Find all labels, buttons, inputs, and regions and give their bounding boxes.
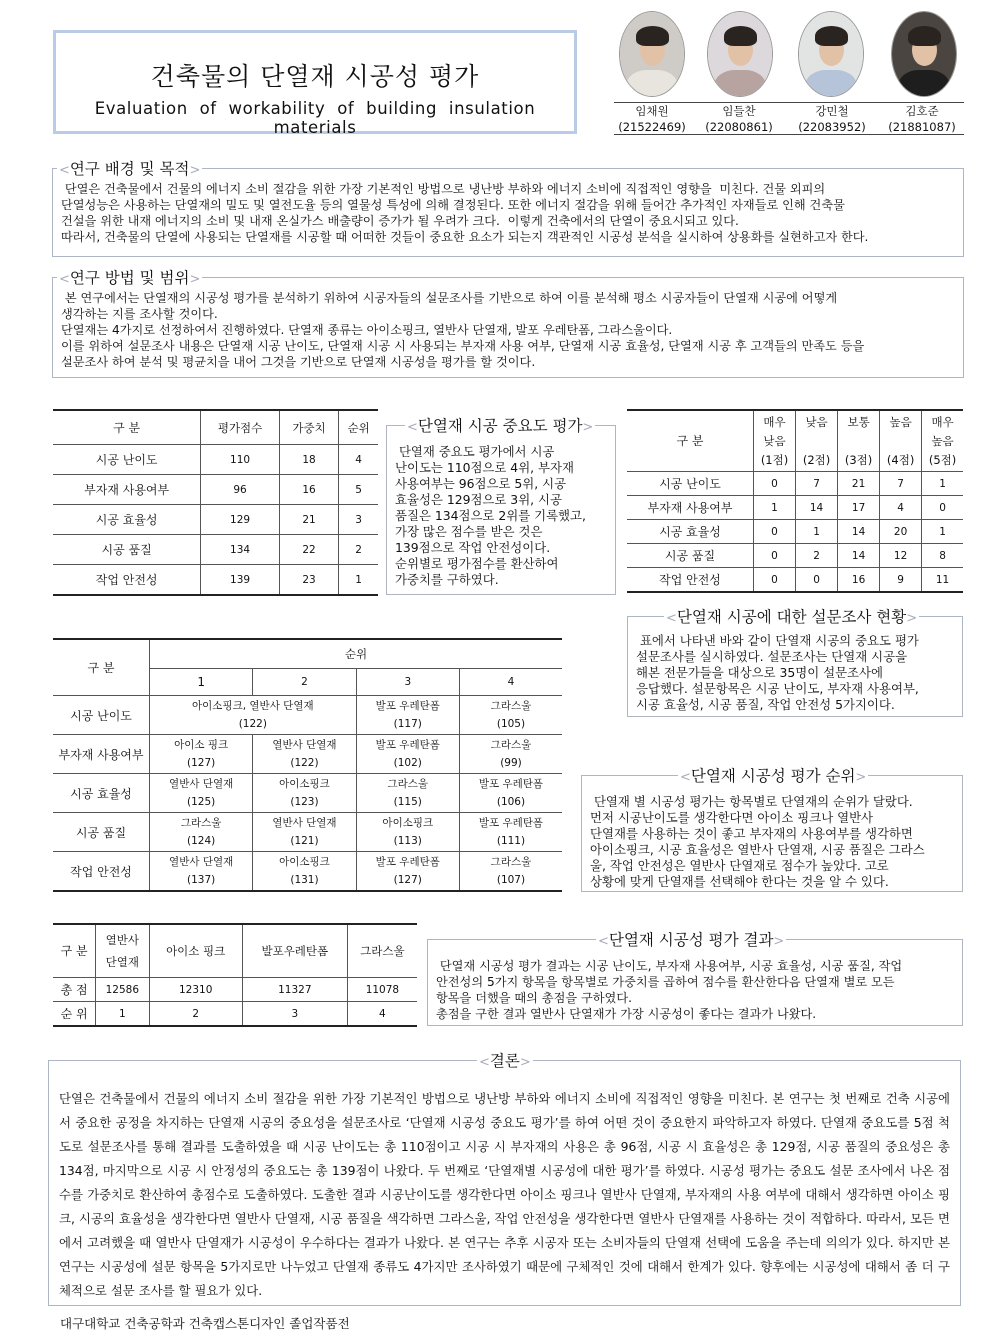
rank-cell	[253, 735, 356, 774]
value-cell: 17	[838, 496, 880, 520]
header-cell: 가중치	[279, 410, 338, 445]
value-cell: 96	[201, 475, 280, 505]
table-row	[53, 410, 378, 445]
material-name: 그라스울	[180, 817, 222, 829]
member-info	[882, 103, 962, 135]
table-row	[53, 852, 562, 892]
value-cell: 21	[838, 472, 880, 496]
value-cell: 20	[880, 520, 922, 544]
table-row	[627, 568, 963, 593]
table-row	[627, 520, 963, 544]
rank-cell	[150, 735, 253, 774]
value-cell: 3	[339, 505, 378, 535]
section-text: 본 연구에서는 단열재의 시공성 평가를 분석하기 위하여 시공자들의 설문조사를 기반으로 하여 이를 분석해 평소 시공자들이 단열재 시공에 어떻게 생각하는 지를 조사할 것이다. 단열재는 4가지로 선정하여서 진행하였다. 단열재 종류는 아이소핑크, 열반사 단열재, 발포 우레탄폼, 그라스울이다. 이를 위하여 설문조사 내용은 단열재 시공 난이도, 단열재 시공 시 사용되는 부자재 사용 여부, 단열재 시공 효율성, 단열재 시공 후 고객들의 만족도 등을 설문조사 하여 분석 및 평균치을 내어 그것을 기반으로 단열재 시공성을 평가를 할 것이다.	[61, 291, 865, 369]
member-info	[699, 103, 779, 135]
material-name: 발포 우레탄폼	[478, 817, 544, 829]
material-score: (99)	[500, 757, 522, 769]
value-cell: 12586	[96, 978, 149, 1002]
row-label: 시공 효율성	[627, 520, 754, 544]
ranking-section	[581, 767, 963, 892]
row-label: 시공 난이도	[53, 445, 201, 475]
row-label: 시공 난이도	[627, 472, 754, 496]
rank-cell	[150, 696, 357, 735]
section-title: <결론>	[477, 1049, 533, 1071]
survey-section	[627, 608, 963, 717]
material-score: (117)	[393, 718, 422, 730]
material-name: 아이소핑크, 열반사 단열재	[192, 700, 314, 712]
section-title: <연구 방법 및 범위>	[57, 266, 202, 288]
material-name: 그라스울	[490, 700, 532, 712]
table-row	[53, 475, 378, 505]
rank-cell	[356, 813, 459, 852]
rank-header: 2	[253, 669, 356, 696]
material-score: (131)	[290, 874, 319, 886]
rank-header: 1	[150, 669, 253, 696]
material-name: 아이소핑크	[279, 778, 330, 790]
table-row	[53, 535, 378, 565]
member-name: 임들찬	[722, 104, 756, 118]
header-cell: 순위	[150, 639, 563, 669]
section-title: <단열재 시공에 대한 설문조사 현황>	[664, 605, 919, 627]
rank-cell	[253, 852, 356, 892]
value-cell: 11	[922, 568, 963, 593]
member-photo	[799, 12, 863, 96]
row-label: 작업 안전성	[53, 565, 201, 596]
value-cell: 1	[922, 520, 963, 544]
value-cell: 1	[796, 520, 838, 544]
header-cell: 열반사 단열재	[96, 924, 149, 978]
header-cell: 아이소 핑크	[149, 924, 242, 978]
header-cell: 낮음 (2점)	[796, 410, 838, 472]
table-row	[53, 924, 417, 978]
header-cell: 높음 (4점)	[880, 410, 922, 472]
table-row	[53, 1002, 417, 1027]
material-score: (121)	[290, 835, 319, 847]
value-cell: 8	[922, 544, 963, 568]
value-cell: 11078	[347, 978, 417, 1002]
material-score: (102)	[393, 757, 422, 769]
value-cell: 110	[201, 445, 280, 475]
importance-table	[53, 409, 378, 596]
member-id: (21522469)	[618, 120, 686, 134]
value-cell: 5	[339, 475, 378, 505]
rank-cell	[356, 774, 459, 813]
section-title: <단열재 시공성 평가 순위>	[678, 764, 868, 786]
value-cell: 14	[838, 520, 880, 544]
section-text: 단열재 중요도 평가에서 시공 난이도는 110점으로 4위, 부자재 사용여부는 96점으로 5위, 시공 효율성은 129점으로 3위, 시공 품질은 134점으로 2위를 기록했고, 가장 많은 점수를 받은 것은 139점으로 작업 안전성이다. 순위별로 평가점수를 환산하여 가중치를 구하였다.	[395, 444, 586, 587]
header-cell: 매우 높음 (5점)	[922, 410, 963, 472]
header-cell: 보통 (3점)	[838, 410, 880, 472]
value-cell: 2	[149, 1002, 242, 1027]
table-row	[627, 496, 963, 520]
header-cell: 발포우레탄폼	[242, 924, 347, 978]
member-info	[792, 103, 872, 135]
rank-cell	[356, 696, 459, 735]
material-score: (122)	[238, 718, 267, 730]
member-photo	[708, 12, 772, 96]
row-label: 부자재 사용여부	[53, 475, 201, 505]
value-cell: 12	[880, 544, 922, 568]
row-label: 시공 난이도	[53, 696, 150, 735]
value-cell: 0	[754, 568, 796, 593]
conclusion-text: 단열은 건축물에서 건물의 에너지 소비 절감을 위한 가장 기본적인 방법으로 냉난방 부하와 에너지 소비에 직접적인 영향을 미친다. 본 연구는 첫 번째로 건축 시공에서 중요한 공정을 차지하는 단열재 시공의 중요성을 설문조사로 ‘단열재 시공성 중요도 평가’를 하여 어떤 것이 중요한지 파악하고자 하였다. 단열재 중요도를 5점 척도로 설문조사를 통해 결과를 도출하였을 때 시공 난이도는 총 110점이고 시공 시 부자재의 사용은 총 96점, 시공 시 효율성은 총 129점, 시공 품질의 중요성은 총 134점, 마지막으로 시공 시 안정성의 중요도는 총 139점이 나왔다. 두 번째로 ‘단열재별 시공성에 대한 평가’를 하였다. 시공성 평가는 중요도 설문 조사에서 나온 점수를 가중치로 환산하여 총점수로 도출하였다. 도출한 결과 시공난이도를 생각한다면 아이소 핑크나 열반사 단열재, 부자재의 사용 여부에 대해서 생각하면 아이소 핑크, 시공의 효율성을 생각한다면 열반사 단열재, 시공 품질을 색각하면 그라스울, 작업 안전성을 생각한다면 열반사 단열재를 사용하는 것이 적합하다. 따라서, 모든 면에서 고려했을 때 열반사 단열재가 시공성이 우수하다는 결과가 나왔다. 본 연구는 추후 시공자 또는 소비자들의 단열재 선택에 도움을 주는데 의의가 있다. 하지만 본 연구는 시공성에 설문 항목을 5가지로만 나누었고 단열재 종류도 4가지만 조사하였기 때문에 구체적인 것에 대해서 한계가 있다. 향후에는 시공성에 대해서 좀 더 구체적으로 설문 조사를 할 필요가 있다.	[59, 1091, 951, 1298]
value-cell: 7	[880, 472, 922, 496]
value-cell: 9	[880, 568, 922, 593]
value-cell: 2	[796, 544, 838, 568]
member-id: (22083952)	[798, 120, 866, 134]
material-score: (115)	[393, 796, 422, 808]
header-cell: 구 분	[53, 410, 201, 445]
material-score: (106)	[496, 796, 526, 808]
table-row	[53, 813, 562, 852]
poster-title: 건축물의 단열재 시공성 평가	[150, 62, 480, 91]
row-label: 시공 효율성	[53, 505, 201, 535]
table-row	[53, 445, 378, 475]
value-cell: 1	[922, 472, 963, 496]
table-row	[53, 639, 562, 669]
header-cell: 순위	[339, 410, 378, 445]
title-box	[53, 30, 577, 137]
value-cell: 4	[339, 445, 378, 475]
value-cell: 1	[96, 1002, 149, 1027]
value-cell: 4	[880, 496, 922, 520]
member-id: (22080861)	[705, 120, 773, 134]
material-name: 아이소 핑크	[174, 739, 229, 751]
background-section	[52, 160, 964, 257]
material-name: 그라스울	[490, 856, 532, 868]
value-cell: 14	[838, 544, 880, 568]
row-label: 작업 안전성	[627, 568, 754, 593]
header-cell: 평가점수	[201, 410, 280, 445]
table-row	[53, 505, 378, 535]
material-score: (127)	[393, 874, 422, 886]
rank-cell	[459, 735, 562, 774]
rank-header: 4	[459, 669, 562, 696]
row-label: 부자재 사용여부	[627, 496, 754, 520]
member-name: 김호준	[905, 104, 939, 118]
rank-cell	[356, 852, 459, 892]
table-row	[627, 410, 963, 472]
row-label: 순 위	[53, 1002, 96, 1027]
material-score: (124)	[187, 835, 216, 847]
row-label: 총 점	[53, 978, 96, 1002]
member-photo	[620, 12, 684, 96]
header-cell: 구 분	[53, 924, 96, 978]
value-cell: 23	[279, 565, 338, 596]
section-text: 단열재 시공성 평가 결과는 시공 난이도, 부자재 사용여부, 시공 효율성, 시공 품질, 작업 안전성의 5가지 항목을 항목별로 가중치를 곱하여 점수를 환산한다음 단열재 별로 모든 항목을 더했을 때의 총점을 구하였다. 총점을 구한 결과 열반사 단열재가 가장 시공성이 좋다는 결과가 나왔다.	[436, 959, 903, 1021]
table-row	[53, 774, 562, 813]
material-name: 열반사 단열재	[272, 817, 337, 829]
section-title: <단열재 시공 중요도 평가>	[405, 414, 595, 436]
rank-cell	[253, 774, 356, 813]
value-cell: 0	[796, 568, 838, 593]
rank-cell	[459, 813, 562, 852]
material-score: (113)	[393, 835, 422, 847]
value-cell: 2	[339, 535, 378, 565]
row-label: 시공 품질	[53, 535, 201, 565]
rank-cell	[459, 696, 562, 735]
rank-cell	[253, 813, 356, 852]
table-row	[627, 544, 963, 568]
member-name: 강민철	[815, 104, 849, 118]
material-score: (122)	[290, 757, 319, 769]
value-cell: 0	[922, 496, 963, 520]
material-score: (123)	[290, 796, 319, 808]
header-cell: 그라스울	[347, 924, 417, 978]
table-row	[627, 472, 963, 496]
header-cell: 구 분	[627, 410, 754, 472]
material-score: (105)	[496, 718, 526, 730]
material-name: 발포 우레탄폼	[375, 700, 440, 712]
value-cell: 18	[279, 445, 338, 475]
row-label: 시공 품질	[53, 813, 150, 852]
material-score: (111)	[496, 835, 526, 847]
table-row	[53, 565, 378, 596]
row-label: 시공 효율성	[53, 774, 150, 813]
section-text: 단열은 건축물에서 건물의 에너지 소비 절감을 위한 가장 기본적인 방법으로 냉난방 부하와 에너지 소비에 직접적인 영향을 미친다. 건물 외피의 단열성능은 사용하는 단열재의 밀도 및 열전도율 등의 열물성 특성에 의해 결정된다. 또한 에너지 절감을 위해 들어간 추가적인 자재들로 인해 건축물 건설을 위한 내재 에너지의 소비 및 내재 온실가스 배출량이 증가가 될 우려가 크다. 이렇게 건축에서의 단열이 중요시되고 있다. 따라서, 건축물의 단열에 사용되는 단열재를 시공할 때 어떠한 것들이 중요한 요소가 되는지 객관적인 시공성 분석을 실시하여 상용화를 실현하고자 한다.	[61, 182, 869, 244]
rank-cell	[150, 852, 253, 892]
material-name: 그라스울	[490, 739, 532, 751]
result-section	[427, 931, 963, 1026]
row-label: 시공 품질	[627, 544, 754, 568]
value-cell: 1	[339, 565, 378, 596]
header-cell: 매우 낮음 (1점)	[754, 410, 796, 472]
section-text: 단열재 별 시공성 평가는 항목별로 단열재의 순위가 달랐다. 먼저 시공난이도를 생각한다면 아이소 핑크나 열반사 단열재를 사용하는 것이 좋고 부자재의 사용여부를 생각하면 아이소핑크, 시공 효율성은 열반사 단열재, 시공 품질은 그라스 울, 작업 안전성은 열반사 단열재로 점수가 높았다. 고로 상황에 맞게 단열재를 선택해야 한다는 것을 알 수 있다.	[590, 794, 925, 889]
material-name: 아이소핑크	[279, 856, 330, 868]
member-id: (21881087)	[888, 120, 956, 134]
member-photo	[892, 12, 956, 96]
material-name: 아이소핑크	[382, 817, 434, 829]
value-cell: 4	[347, 1002, 417, 1027]
value-cell: 16	[279, 475, 338, 505]
rank-cell	[459, 774, 562, 813]
table-row	[53, 978, 417, 1002]
member-info	[612, 103, 692, 135]
conclusion-section	[48, 1052, 961, 1306]
section-title: <단열재 시공성 평가 결과>	[596, 928, 786, 950]
row-label: 작업 안전성	[53, 852, 150, 892]
value-cell: 139	[201, 565, 280, 596]
value-cell: 12310	[149, 978, 242, 1002]
table-row	[53, 735, 562, 774]
table-row	[53, 696, 562, 735]
material-score: (125)	[187, 796, 216, 808]
importance-section	[386, 417, 616, 595]
value-cell: 0	[754, 544, 796, 568]
material-name: 발포 우레탄폼	[375, 856, 440, 868]
rank-table	[53, 638, 562, 892]
value-cell: 1	[754, 496, 796, 520]
value-cell: 22	[279, 535, 338, 565]
footer-text: 대구대학교 건축공학과 건축캡스톤디자인 졸업작품전	[60, 1316, 350, 1331]
material-score: (127)	[187, 757, 216, 769]
value-cell: 134	[201, 535, 280, 565]
material-score: (137)	[187, 874, 216, 886]
rank-cell	[150, 774, 253, 813]
material-score: (107)	[496, 874, 526, 886]
row-label: 부자재 사용여부	[53, 735, 150, 774]
method-section	[52, 269, 964, 378]
value-cell: 11327	[242, 978, 347, 1002]
total-score-table	[53, 923, 417, 1027]
value-cell: 21	[279, 505, 338, 535]
poster-subtitle: Evaluation of workability of building insulation materials	[94, 99, 536, 137]
rank-cell	[150, 813, 253, 852]
material-name: 발포 우레탄폼	[478, 778, 544, 790]
value-cell: 16	[838, 568, 880, 593]
rank-cell	[356, 735, 459, 774]
material-name: 열반사 단열재	[169, 778, 234, 790]
value-cell: 14	[796, 496, 838, 520]
value-cell: 7	[796, 472, 838, 496]
material-name: 열반사 단열재	[169, 856, 234, 868]
material-name: 발포 우레탄폼	[375, 739, 440, 751]
section-text: 표에서 나타낸 바와 같이 단열재 시공의 중요도 평가 설문조사를 실시하였다. 설문조사는 단열재 시공을 해본 전문가들을 대상으로 35명이 설문조사에 응답했다. 설문항목은 시공 난이도, 부자재 사용여부, 시공 효율성, 시공 품질, 작업 안전성 5가지이다.	[636, 633, 919, 712]
value-cell: 0	[754, 472, 796, 496]
value-cell: 0	[754, 520, 796, 544]
rank-header: 3	[356, 669, 459, 696]
value-cell: 3	[242, 1002, 347, 1027]
value-cell: 129	[201, 505, 280, 535]
section-title: <연구 배경 및 목적>	[57, 157, 202, 179]
material-name: 그라스울	[387, 778, 429, 790]
survey-table	[627, 409, 963, 593]
material-name: 열반사 단열재	[272, 739, 337, 751]
rank-cell	[459, 852, 562, 892]
header-cell: 구 분	[53, 639, 150, 696]
member-name: 임채원	[635, 104, 669, 118]
